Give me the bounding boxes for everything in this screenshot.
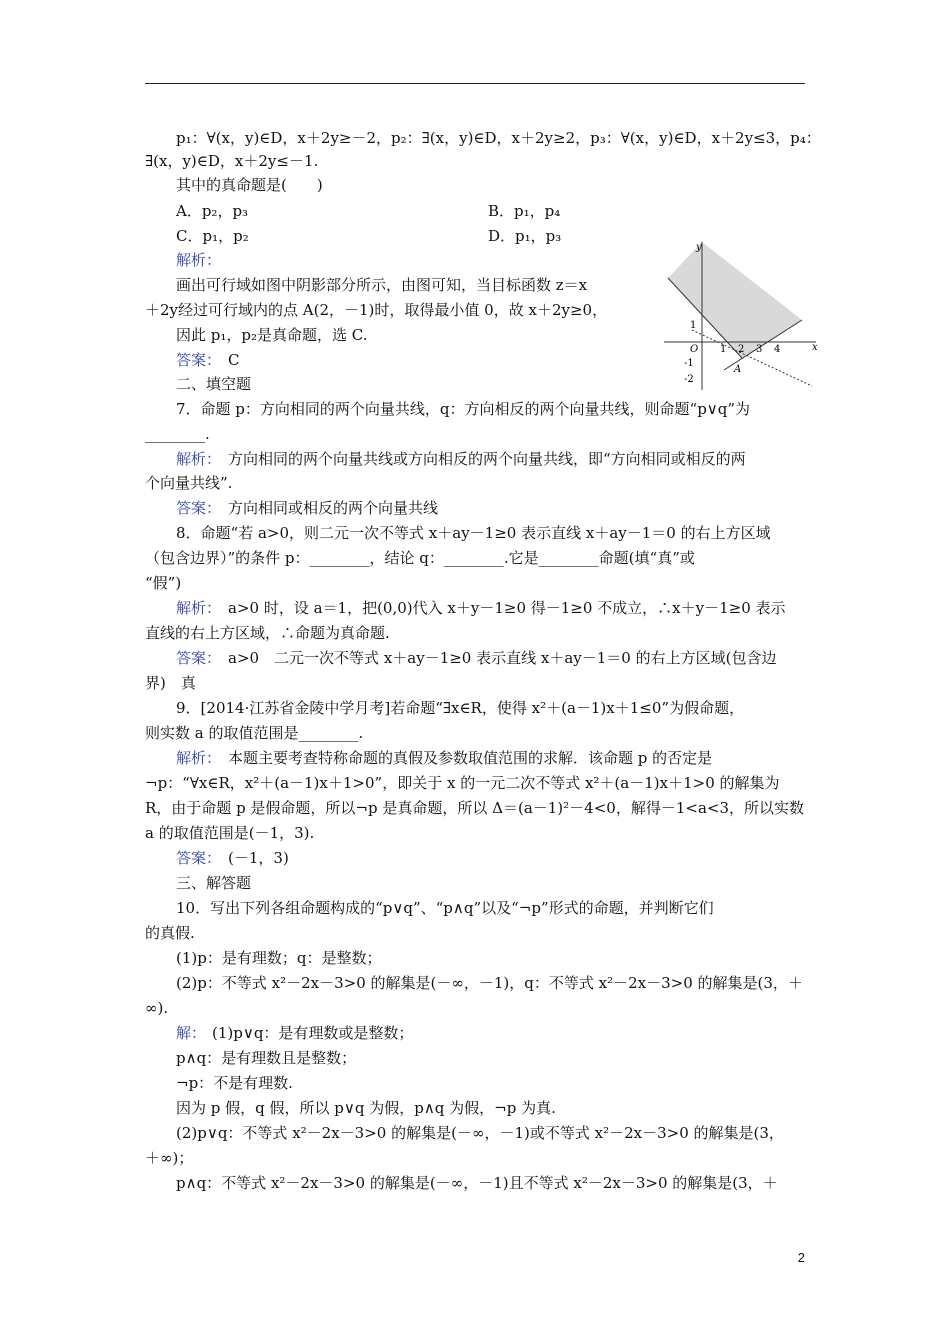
text-line: 的真假. [145,924,195,942]
text-line: (2)p：不等式 x²－2x－3>0 的解集是(－∞，－1)，q：不等式 x²－2x－3>0 的解集是(3，＋ [176,974,803,992]
text-line: ∃(x，y)∈D，x＋2y≤－1. [145,152,319,170]
answer-label: 答案： [176,499,222,517]
text-line: 9．[2014·江苏省金陵中学月考]若命题“∃x∈R，使得 x²＋(a－1)x＋1≤0”为假命题， [176,699,745,717]
point-a-label: A [734,364,742,375]
y-axis-label: y [696,242,702,253]
x-axis-label: x [812,342,818,353]
solution-label: 解： [176,1024,207,1042]
section-heading: 三、解答题 [176,874,252,892]
text-line: “假”) [145,574,182,592]
text-line: R，由于命题 p 是假命题，所以¬p 是真命题，所以 Δ＝(a－1)²－4<0，解得－1<a<3，所以实数 [145,799,804,817]
text-line: 直线的右上方区域，∴命题为真命题. [145,624,390,642]
text-line: 则实数 a 的取值范围是________. [145,724,364,742]
option-c: C．p₁，p₂ [176,227,249,245]
text-line: p₁：∀(x，y)∈D，x＋2y≥－2，p₂：∃(x，y)∈D，x＋2y≥2，p₃：∀(x，y)∈D，x＋2y≤3，p₄： [176,129,821,147]
option-b: B．p₁，p₄ [488,202,561,220]
page-number: 2 [797,1250,805,1265]
text-line: a>0 时，设 a＝1，把(0,0)代入 x＋y－1≥0 得－1≥0 不成立，∴x＋y－1≥0 表示 [228,599,786,617]
text-line: ＋∞)； [145,1149,194,1167]
option-d: D．p₁，p₃ [488,227,562,245]
text-line: ¬p：不是有理数. [176,1074,293,1092]
text-line: ¬p：“∀x∈R，x²＋(a－1)x＋1>0”，即关于 x 的一元二次不等式 x²＋(a－1)x＋1>0 的解集为 [145,774,780,792]
y-tick-label: -1 [684,358,694,369]
text-line: 个向量共线”. [145,474,233,492]
text-line: 因此 p₁，p₂是真命题，选 C. [176,326,368,344]
analysis-label: 解析： [176,450,222,468]
text-line: ∞). [145,999,169,1017]
text-line: 10．写出下列各组命题构成的“p∨q”、“p∧q”以及“¬p”形式的命题，并判断它们 [176,899,714,917]
answer-value: (－1，3) [228,849,289,867]
text-line: 因为 p 假，q 假，所以 p∨q 为假，p∧q 为假，¬p 为真. [176,1099,556,1117]
text-line: (1)p∨q：是有理数或是整数； [212,1024,414,1042]
text-line: 7．命题 p：方向相同的两个向量共线，q：方向相反的两个向量共线，则命题“p∨q”为 [176,400,751,418]
x-tick-label: 1 [720,344,727,355]
y-tick-label: 1 [690,320,697,331]
text-line: 其中的真命题是( ) [176,176,323,194]
text-line: p∧q：是有理数且是整数； [176,1049,357,1067]
text-line: 界) 真 [145,674,196,692]
answer-label: 答案： [176,849,222,867]
text-line: 本题主要考查特称命题的真假及参数取值范围的求解．该命题 p 的否定是 [228,749,713,767]
text-line: （包含边界）”的条件 p：________，结论 q：________.它是________命题(填“真”或 [145,549,695,567]
analysis-label: 解析： [176,599,222,617]
option-a: A．p₂，p₃ [176,202,249,220]
answer-label: 答案： [176,649,222,667]
origin-label: O [690,344,699,355]
answer-label: 答案： [176,351,222,369]
text-line: (2)p∨q：不等式 x²－2x－3>0 的解集是(－∞，－1)或不等式 x²－2x－3>0 的解集是(3， [176,1124,784,1142]
analysis-label: 解析： [176,251,222,269]
text-line: a 的取值范围是(－1，3). [145,824,315,842]
text-line: 方向相同的两个向量共线或方向相反的两个向量共线，即“方向相同或相反的两 [228,450,746,468]
text-line: ________. [145,425,210,443]
feasible-region-graph [662,236,820,396]
text-line: (1)p：是有理数；q：是整数； [176,949,382,967]
text-line: ＋2y经过可行域内的点 A(2，－1)时，取得最小值 0，故 x＋2y≥0， [145,301,608,319]
analysis-label: 解析： [176,749,222,767]
y-tick-label: -2 [684,374,694,385]
answer-value: C [228,351,240,369]
answer-value: a>0 二元一次不等式 x＋ay－1≥0 表示直线 x＋ay－1＝0 的右上方区域(包含边 [228,649,777,667]
header-rule [145,83,805,84]
x-tick-label: 2 [738,344,745,355]
section-heading: 二、填空题 [176,375,252,393]
text-line: 8．命题“若 a>0，则二元一次不等式 x＋ay－1≥0 表示直线 x＋ay－1＝0 的右上方区域 [176,524,771,542]
x-tick-label: 3 [756,344,763,355]
text-line: 画出可行域如图中阴影部分所示，由图可知，当目标函数 z＝x [176,276,588,294]
answer-value: 方向相同或相反的两个向量共线 [228,499,439,517]
x-tick-label: 4 [774,344,781,355]
text-line: p∧q：不等式 x²－2x－3>0 的解集是(－∞，－1)且不等式 x²－2x－3>0 的解集是(3，＋ [176,1174,778,1192]
